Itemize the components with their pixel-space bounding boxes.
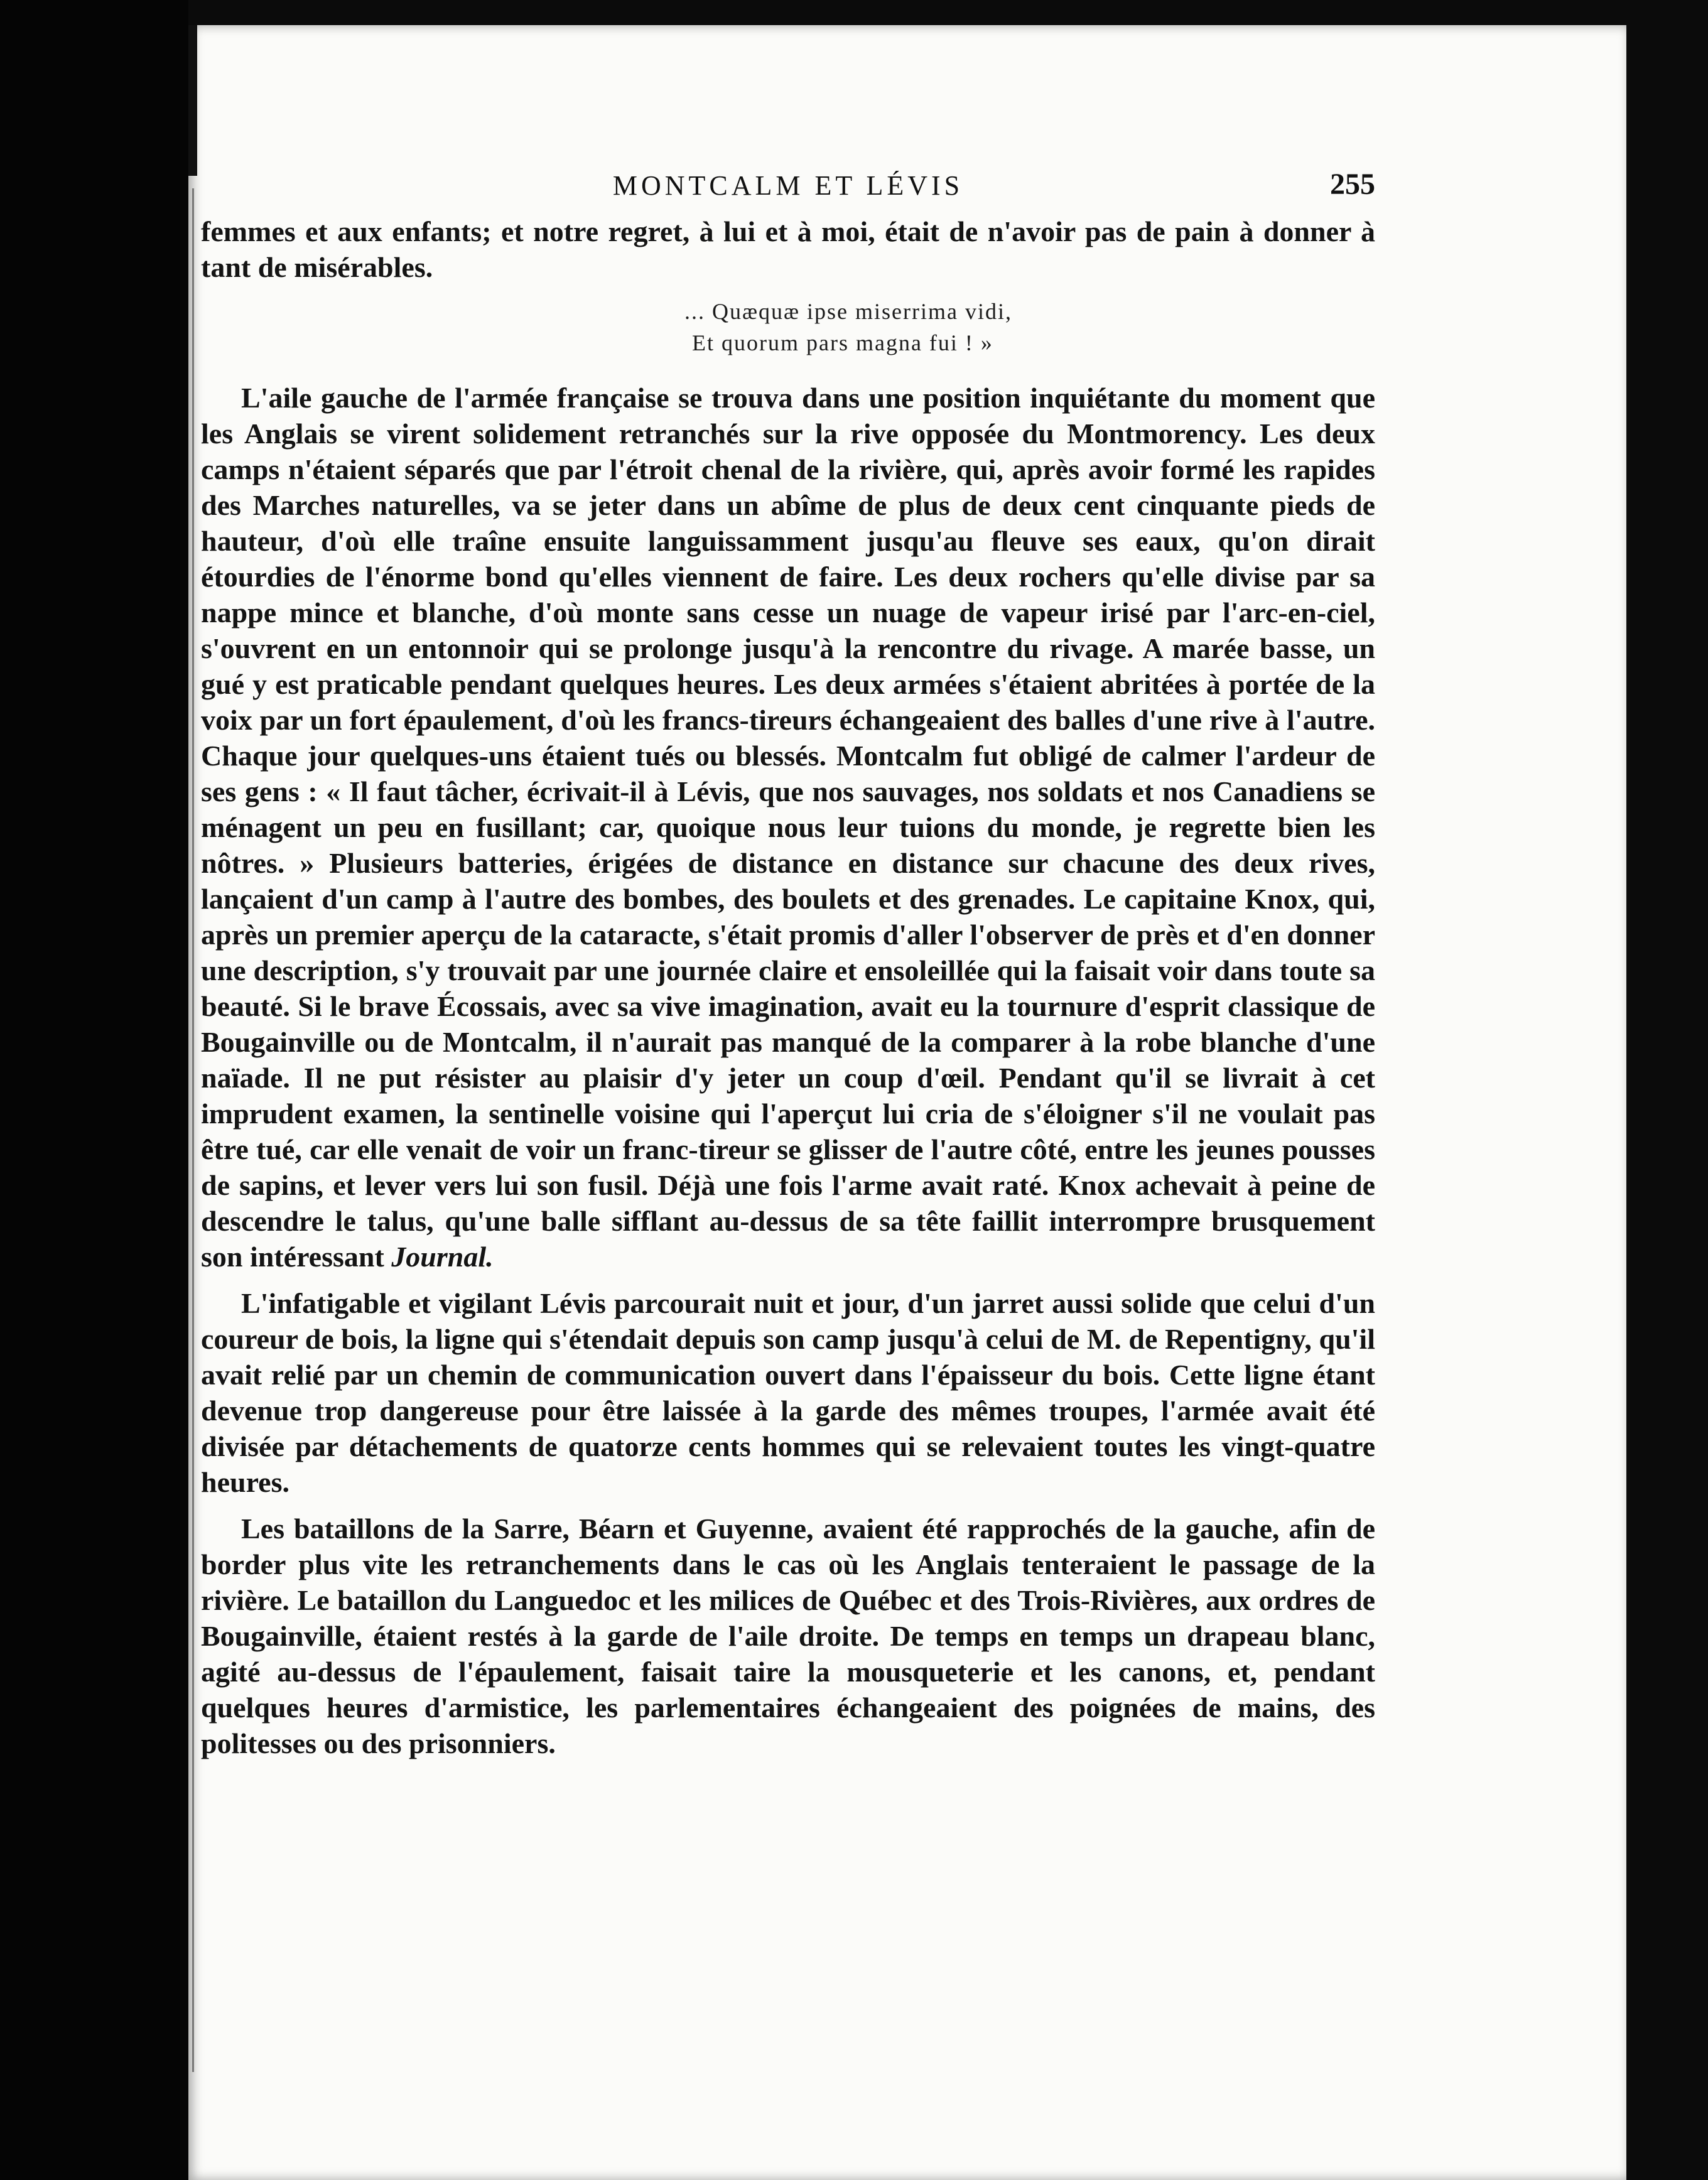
running-title: MONTCALM ET LÉVIS [612, 170, 964, 201]
verse-line-1: ... Quæquæ ipse miserrima vidi, [684, 299, 1012, 324]
journal-italic: Journal. [391, 1241, 494, 1273]
paragraph-1 [201, 380, 1375, 1275]
paragraph-2: L'infatigable et vigilant Lévis parcourait nuit et jour, d'un jarret aussi solide que celui d'un coureur de bois, la ligne qui s'étendait depuis son camp jusqu'à celui de M. de Repentigny, qu'il avait relié par un chemin de communication ouvert dans l'épaisseur du bois. Cette ligne étant devenue trop dangereuse pour être laissée à la garde des mêmes troupes, l'armée avait été divisée par détachements de quatorze cents hommes qui se relevaient toutes les vingt-quatre heures. [201, 1287, 1375, 1498]
paragraph-continuation: femmes et aux enfants; et notre regret, à lui et à moi, était de n'avoir pas de pain à donner à tant de misérables. [201, 215, 1375, 283]
body-text [201, 213, 1375, 1772]
running-header [201, 151, 1375, 207]
paragraph-1-text: L'aile gauche de l'armée française se trouva dans une position inquiétante du moment que les Anglais se virent solidement retranchés sur la rive opposée du Montmorency. Les deux camps n'étaient séparés que par l'étroit chenal de la rivière, qui, après avoir formé les rapides des Marches naturelles, va se jeter dans un abîme de plus de deux cent cinquante pieds de hauteur, d'où elle traîne ensuite languissamment jusqu'au fleuve ses eaux, qu'on dirait étourdies de l'énorme bond qu'elles viennent de faire. Les deux rochers qu'elle divise par sa nappe mince et blanche, d'où monte sans cesse un nuage de vapeur irisé par l'arc-en-ciel, s'ouvrent en un entonnoir qui se prolonge jusqu'à la rencontre du rivage. A marée basse, un gué y est praticable pendant quelques heures. Les deux armées s'étaient abritées à portée de la voix par un fort épaulement, d'où les francs-tireurs échangeaient des balles d'une rive à l'autre. Chaque jour quelques-uns étaient tués ou blessés. Montcalm fut obligé de calmer l'ardeur de ses gens : « Il faut tâcher, écrivait-il à Lévis, que nos sauvages, nos soldats et nos Canadiens se ménagent un peu en fusillant; car, quoique nous leur tuions du monde, je regrette bien les nôtres. » Plusieurs batteries, érigées de distance en distance sur chacune des deux rives, lançaient d'un camp à l'autre des bombes, des boulets et des grenades. Le capitaine Knox, qui, après un premier aperçu de la cataracte, s'était promis d'aller l'observer de près et d'en donner une description, s'y trouvait par une journée claire et ensoleillée qui la faisait voir dans toute sa beauté. Si le brave Écossais, avec sa vive imagination, avait eu la tournure d'esprit classique de Bougainville ou de Montcalm, il n'aurait pas manqué de la comparer à la robe blanche d'une naïade. Il ne put résister au plaisir d'y jeter un coup d'œil. Pendant qu'il se livrait à cet imprudent examen, la sentinelle voisine qui l'aperçut lui cria de s'éloigner s'il ne voulait pas être tué, car elle venait de voir un franc-tireur se glisser de l'autre côté, entre les jeunes pousses de sapins, et lever vers lui son fusil. Déjà une fois l'arme avait raté. Knox achevait à peine de descendre le talus, qu'une balle sifflant au-dessus de sa tête faillit interrompre brusquement son intéressant [201, 382, 1375, 1273]
paragraph-3: Les bataillons de la Sarre, Béarn et Guyenne, avaient été rapprochés de la gauche, afin de border plus vite les retranchements dans le cas où les Anglais tenteraient le passage de la rivière. Le bataillon du Languedoc et les milices de Québec et des Trois-Rivières, aux ordres de Bougainville, étaient restés à la garde de l'aile droite. De temps en temps un drapeau blanc, agité au-dessus de l'épaulement, faisait taire la mousqueterie et les canons, et, pendant quelques heures d'armistice, les parlementaires échangeaient des poignées de mains, des politesses ou des prisonniers. [201, 1513, 1375, 1759]
gutter-shadow [188, 25, 197, 176]
scan-border [0, 0, 188, 2180]
page-number: 255 [1330, 168, 1375, 201]
gutter-rule [192, 188, 194, 2072]
verse-line-2: Et quorum pars magna fui ! » [692, 330, 993, 355]
latin-quotation [201, 296, 1375, 359]
